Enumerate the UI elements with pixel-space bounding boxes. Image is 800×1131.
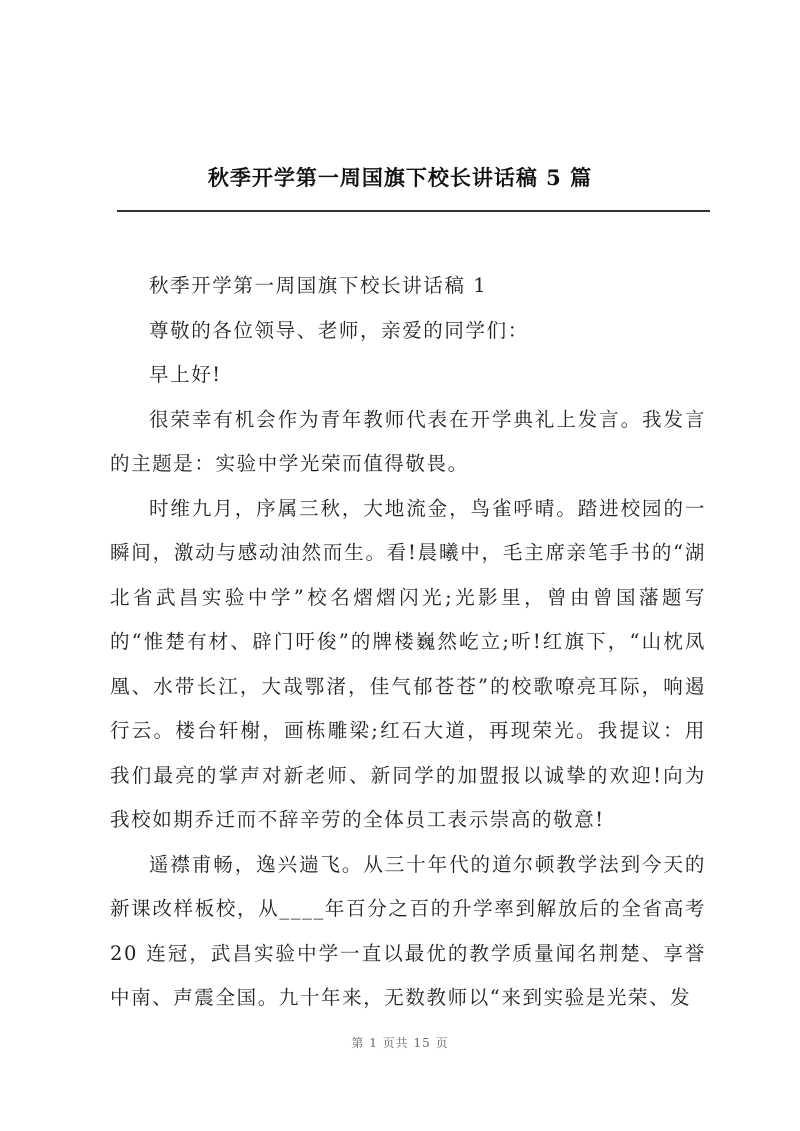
paragraph-history: 遥襟甫畅，逸兴遄飞。从三十年代的道尔顿教学法到今天的新课改样板校，从____年百分之百的升学率到解放后的全省高考 20 连冠，武昌实验中学一直以最优的教学质量闻名荆楚、享誉中南、声震全国。九十年来，无数教师以“来到实验是光荣、发 (110, 852, 706, 1009)
page-footer: 第 1 页共 15 页 (351, 1036, 449, 1050)
paragraph-salutation: 尊敬的各位领导、老师，亲爱的同学们： (149, 318, 529, 342)
paragraph-greeting: 早上好! (149, 363, 222, 386)
document-body (110, 264, 706, 1021)
title-divider (117, 210, 710, 212)
paragraph-theme: 很荣幸有机会作为青年教师代表在开学典礼上发言。我发言的主题是：实验中学光荣而值得敬畏。 (110, 407, 706, 475)
paragraph-campus: 时维九月，序属三秋，大地流金，鸟雀呼晴。踏进校园的一瞬间，激动与感动油然而生。看!晨曦中，毛主席亲笔手书的“湖北省武昌实验中学”校名熠熠闪光;光影里，曾由曾国藩题写的“惟楚有材、辟门吁俊”的牌楼巍然屹立;听!红旗下，“山枕凤凰、水带长江，大哉鄂渚，佳气郁苍苍”的校歌嘹亮耳际，响遏行云。楼台轩榭，画栋雕梁;红石大道，再现荣光。我提议：用我们最亮的掌声对新老师、新同学的加盟报以诚挚的欢迎!向为我校如期乔迁而不辞辛劳的全体员工表示崇高的敬意! (110, 496, 706, 831)
document-title: 秋季开学第一周国旗下校长讲话稿 5 篇 (207, 165, 593, 190)
paragraph-heading: 秋季开学第一周国旗下校长讲话稿 1 (149, 274, 488, 297)
